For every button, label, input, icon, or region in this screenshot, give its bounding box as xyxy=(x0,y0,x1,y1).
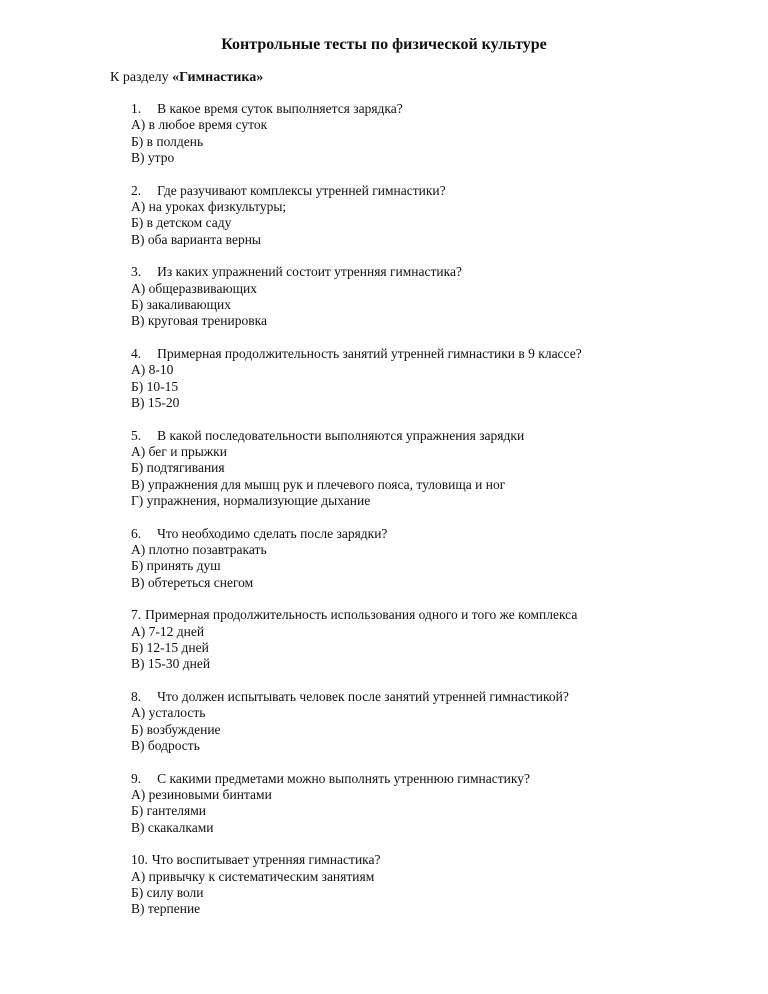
answer-option: Б) 12-15 дней xyxy=(131,640,209,656)
question-label: Из каких упражнений состоит утренняя гимнастика? xyxy=(157,264,462,280)
question-block xyxy=(131,264,731,329)
answer-option: Б) гантелями xyxy=(131,803,206,819)
page-title: Контрольные тесты по физической культуре xyxy=(221,36,547,53)
answer-option: А) плотно позавтракать xyxy=(131,542,267,558)
question-block xyxy=(131,852,731,917)
question-number: 10. xyxy=(131,852,148,868)
answer-option: Б) принять душ xyxy=(131,558,221,574)
question-text xyxy=(131,771,731,787)
question-text xyxy=(131,183,731,199)
answer-option: Б) подтягивания xyxy=(131,460,225,476)
question-number: 5. xyxy=(131,427,142,443)
answer-option: В) 15-30 дней xyxy=(131,656,211,672)
answer-option: Б) 10-15 xyxy=(131,378,179,394)
question-number: 7. xyxy=(131,607,142,623)
question-label: В какой последовательности выполняются упражнения зарядки xyxy=(157,427,525,443)
section-name: «Гимнастика» xyxy=(172,70,264,85)
answer-option: Б) возбуждение xyxy=(131,721,221,737)
question-text xyxy=(131,101,731,117)
answer-option: Б) закаливающих xyxy=(131,296,232,312)
question-label: Что должен испытывать человек после занятий утренней гимнастикой? xyxy=(157,689,569,705)
answer-option: А) усталость xyxy=(131,705,206,721)
question-label: Что необходимо сделать после зарядки? xyxy=(157,525,388,541)
answer-option: А) на уроках физкультуры; xyxy=(131,198,287,214)
question-block xyxy=(131,526,731,591)
answer-option: Г) упражнения, нормализующие дыхание xyxy=(131,492,371,508)
answer-option: А) привычку к систематическим занятиям xyxy=(131,868,375,884)
answer-option: В) скакалками xyxy=(131,819,214,835)
question-number: 8. xyxy=(131,689,142,705)
answer-option: В) круговая тренировка xyxy=(131,313,267,329)
question-number: 4. xyxy=(131,346,142,362)
answer-option: Б) силу воли xyxy=(131,885,204,901)
question-block xyxy=(131,689,731,754)
answer-option: В) бодрость xyxy=(131,738,200,753)
section-prefix: К разделу xyxy=(110,70,173,85)
question-label: Что воспитывает утренняя гимнастика? xyxy=(151,852,381,868)
question-label: Примерная продолжительность занятий утренней гимнастики в 9 классе? xyxy=(157,346,582,362)
answer-option: А) бег и прыжки xyxy=(131,444,227,460)
question-block xyxy=(131,346,731,411)
question-number: 6. xyxy=(131,525,142,541)
answer-option: В) терпение xyxy=(131,901,201,917)
answer-option: В) 15-20 xyxy=(131,394,180,410)
question-text xyxy=(131,852,731,868)
question-text xyxy=(131,264,731,280)
section-heading xyxy=(110,69,263,87)
question-text xyxy=(131,346,731,362)
question-number: 1. xyxy=(131,101,142,116)
answer-option: Б) в детском саду xyxy=(131,215,232,231)
question-block xyxy=(131,607,731,672)
answer-option: А) резиновыми бинтами xyxy=(131,787,272,803)
answer-option: А) 8-10 xyxy=(131,362,174,378)
question-number: 2. xyxy=(131,182,142,198)
question-block xyxy=(131,771,731,836)
question-list xyxy=(131,101,731,934)
question-text xyxy=(131,689,731,705)
question-text xyxy=(131,526,731,542)
answer-option: А) 7-12 дней xyxy=(131,623,205,639)
question-number: 9. xyxy=(131,770,142,786)
question-label: С какими предметами можно выполнять утреннюю гимнастику? xyxy=(157,770,530,786)
answer-option: Б) в полдень xyxy=(131,133,204,149)
question-label: В какое время суток выполняется зарядка? xyxy=(157,101,403,116)
question-label: Примерная продолжительность использования одного и того же комплекса xyxy=(145,607,578,623)
question-number: 3. xyxy=(131,264,142,280)
answer-option: В) утро xyxy=(131,149,175,165)
answer-option: А) в любое время суток xyxy=(131,117,268,133)
answer-option: В) оба варианта верны xyxy=(131,231,262,247)
question-text xyxy=(131,428,731,444)
question-text xyxy=(131,607,731,623)
question-block xyxy=(131,183,731,248)
question-label: Где разучивают комплексы утренней гимнастики? xyxy=(157,182,446,198)
answer-option: В) обтереться снегом xyxy=(131,574,254,590)
question-block xyxy=(131,101,731,166)
question-block xyxy=(131,428,731,509)
answer-option: А) общеразвивающих xyxy=(131,280,257,296)
answer-option: В) упражнения для мышц рук и плечевого пояса, туловища и ног xyxy=(131,476,506,492)
